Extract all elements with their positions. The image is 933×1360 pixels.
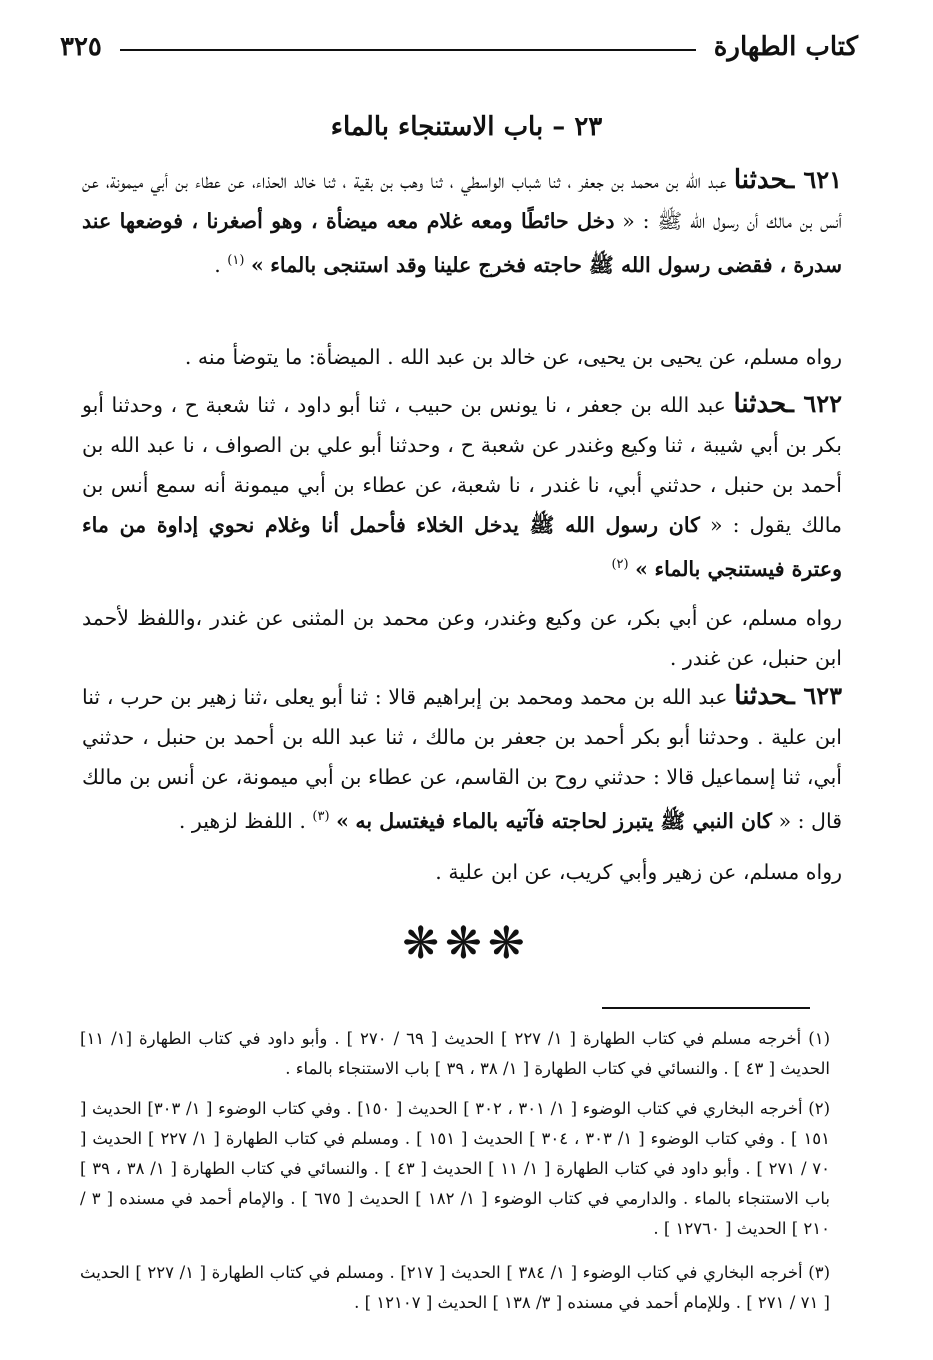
hadith-621 xyxy=(82,160,842,285)
haddathana-word: حدثنا xyxy=(734,681,788,711)
matn-text: كان رسول الله ﷺ يدخل الخلاء فأحمل أنا وغلام نحوي إداوة من ماء وعترة فيستنجي بالماء xyxy=(82,513,842,581)
matn-close-quote: » xyxy=(250,252,264,277)
running-header xyxy=(60,24,858,70)
footnote-ref: (٢) xyxy=(611,557,629,572)
sentence-end: . xyxy=(214,252,228,277)
haddathana-word: حدثنا xyxy=(733,389,787,419)
footnote-separator xyxy=(602,1007,810,1009)
footnote-ref: (٣) xyxy=(312,809,330,824)
chapter-heading: ٢٣ – باب الاستنجاء بالماء xyxy=(330,112,603,142)
matn-close-quote: » xyxy=(336,808,349,833)
takhrij-note-623: رواه مسلم، عن زهير وأبي كريب، عن ابن علية . xyxy=(435,860,842,884)
isnad-text: عبد الله بن محمد ومحمد بن إبراهيم قالا : ثنا أبو يعلى ،ثنا زهير بن حرب ، ثنا ابن علية . وحدثنا أبو بكر أحمد بن جعفر بن مالك ، ثنا عبد الله بن أحمد بن حنبل ، حدثني أبي، ثنا إسماعيل قالا : حدثني روح بن القاسم، عن عطاء بن أبي ميمونة، عن أنس بن مالك قال : « xyxy=(82,685,842,833)
footnote-2 xyxy=(80,1094,830,1244)
takhrij-note-622: رواه مسلم، عن أبي بكر، عن وكيع وغندر، وعن محمد بن المثنى عن غندر ،واللفظ لأحمد ابن حنبل، عن غندر . xyxy=(82,606,842,670)
isnad-text: عبد الله بن جعفر ، نا يونس بن حبيب ، ثنا أبو داود ، ثنا شعبة ح ، وحدثنا أبو بكر بن أبي شيبة ، ثنا وكيع وغندر عن شعبة ح ، وحدثنا أبو علي بن الصواف ، نا عبد الله بن أحمد بن حنبل ، حدثني أبي، نا غندر ، نا شعبة، عن عطاء بن أبي ميمونة أنه سمع أنس بن مالك يقول : « xyxy=(82,393,842,537)
footnote-marker: (١) xyxy=(808,1029,830,1048)
footnote-text: أخرجه البخاري في كتاب الوضوء [ ١/ ٣٠١ ، ٣٠٢ ] الحديث [ ١٥٠] . وفي كتاب الوضوء [ ١/ ٣٠٣] الحديث [ ١٥١ ] . وفي كتاب الوضوء [ ١/ ٣٠٣ ، ٣٠٤ ] الحديث [ ١٥١ ] . ومسلم في كتاب الطهارة [ ١/ ٢٢٧ ] الحديث [ ٧٠ / ٢٧١ ] . وأبو داود في كتاب الطهارة [ ١/ ١١ ] الحديث [ ٤٣ ] . والنسائي في كتاب الطهارة [ ١/ ٣٨ ، ٣٩ ] باب الاستنجاء بالماء . والدارمي في كتاب الوضوء [ ١/ ١٨٢ ] الحديث [ ٦٧٥ ] . والإمام أحمد في مسنده [ ٣ / ٢١٠ ] الحديث [ ١٢٧٦٠ ] . xyxy=(80,1099,831,1238)
footnote-ref: (١) xyxy=(227,253,245,268)
footnote-marker: (٢) xyxy=(808,1099,830,1118)
page-number: ٣٢٥ xyxy=(60,32,102,62)
matn-close-quote: » xyxy=(635,556,648,581)
matn-text: دخل حائطًا ومعه غلام معه ميضأة ، وهو أصغرنا ، فوضعها عند سدرة ، فقضى رسول الله ﷺ حاجته فخرج علينا وقد استنجى بالماء xyxy=(82,209,842,277)
hadith-623 xyxy=(82,676,842,841)
hadith-622 xyxy=(82,384,842,589)
footnote-marker: (٣) xyxy=(808,1263,830,1282)
sentence-end: . اللفظ لزهير . xyxy=(178,808,313,833)
matn-text: كان النبي ﷺ يتبرز لحاجته فآتيه بالماء فيغتسل به xyxy=(355,808,773,833)
footnote-text: أخرجه البخاري في كتاب الوضوء [ ١/ ٣٨٤ ] الحديث [ ٢١٧] . ومسلم في كتاب الطهارة [ ١/ ٢٢٧ ] الحديث [ ٧١ / ٢٧١ ] . وللإمام أحمد في مسنده [ ٣/ ١٣٨ ] الحديث [ ١٢١٠٧ ] . xyxy=(80,1263,830,1312)
header-rule xyxy=(120,49,696,51)
takhrij-note-621: رواه مسلم، عن يحيى بن يحيى، عن خالد بن عبد الله . الميضأة: ما يتوضأ منه . xyxy=(184,345,842,369)
footnote-1 xyxy=(80,1024,830,1084)
hadith-number: ٦٢١ ـ xyxy=(787,165,842,194)
hadith-number: ٦٢٢ ـ xyxy=(786,389,842,418)
section-end-ornament: ❋❋❋ xyxy=(402,918,531,969)
haddathana-word: حدثنا xyxy=(733,165,788,195)
footnote-text: أخرجه مسلم في كتاب الطهارة [ ١/ ٢٢٧ ] الحديث [ ٦٩ / ٢٧٠ ] . وأبو داود في كتاب الطهارة [١/ ١١] الحديث [ ٤٣ ] . والنسائي في كتاب الطهارة [ ١/ ٣٨ ، ٣٩ ] باب الاستنجاء بالماء . xyxy=(80,1029,830,1078)
isnad-text: عبد الله بن محمد بن جعفر ، ثنا شباب الواسطي ، ثنا وهب بن بقية ، ثنا خالد الحذاء، عن عطاء بن أبي ميمونة، عن أنس بن مالك أن رسول الله ﷺ : « xyxy=(82,169,842,233)
hadith-number: ٦٢٣ ـ xyxy=(787,681,842,710)
book-title: كتاب الطهارة xyxy=(713,32,858,62)
footnote-3 xyxy=(80,1258,830,1318)
